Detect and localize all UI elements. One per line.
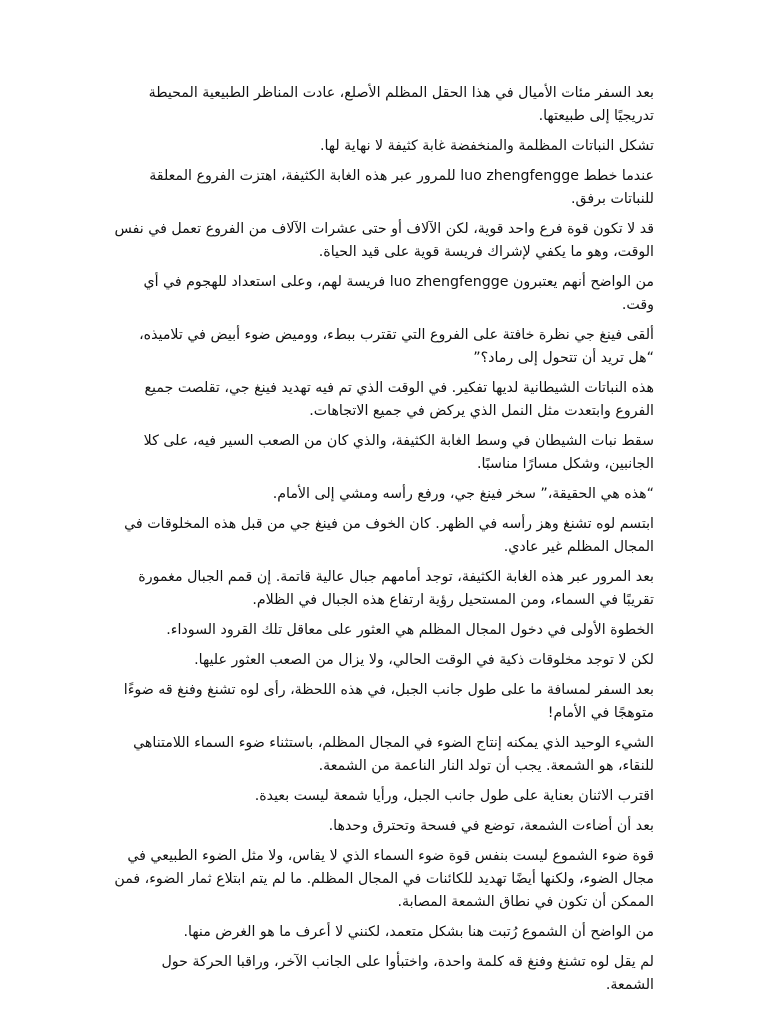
paragraph: بعد أن أضاءت الشمعة، توضع في فسحة وتحترق وحدها. <box>328 818 654 834</box>
paragraph: لم يقل لوه تشنغ وفنغ قه كلمة واحدة، واختبأوا على الجانب الآخر، وراقبا الحركة حول الشمعة. <box>161 954 654 993</box>
paragraph: بعد المرور عبر هذه الغابة الكثيفة، توجد أمامهم جبال عالية قاتمة. إن قمم الجبال مغمورة تقريبًا في السماء، ومن المستحيل رؤية ارتفاع هذه الجبال في الظلام. <box>138 569 654 608</box>
paragraph: الخطوة الأولى في دخول المجال المظلم هي العثور على معاقل تلك القرود السوداء. <box>166 622 654 638</box>
paragraph: ألقى فينغ جي نظرة خافتة على الفروع التي تقترب ببطء، ووميض ضوء أبيض في تلاميذه، “هل تريد أن تتحول إلى رماد؟” <box>139 327 654 366</box>
paragraph: من الواضح أنهم يعتبرون luo zhengfengge فريسة لهم، وعلى استعداد للهجوم في أي وقت. <box>143 274 654 313</box>
paragraph: تشكل النباتات المظلمة والمنخفضة غابة كثيفة لا نهاية لها. <box>319 138 654 154</box>
paragraph: بعد السفر مئات الأميال في هذا الحقل المظلم الأصلع، عادت المناظر الطبيعية المحيطة تدريجيًا إلى طبيعتها. <box>148 85 654 124</box>
paragraph: قوة ضوء الشموع ليست بنفس قوة ضوء السماء الذي لا يقاس، ولا مثل الضوء الطبيعي في مجال الضوء، ولكنها أيضًا تهديد للكائنات في المجال المظلم. ما لم يتم ابتلاع ثمار الضوء، فمن الممكن أن تكون في نطاق الشمعة المصابة. <box>114 848 654 910</box>
paragraph: عندما خطط luo zhengfengge للمرور عبر هذه الغابة الكثيفة، اهتزت الفروع المعلقة للنباتات برفق. <box>149 168 654 207</box>
paragraph: قد لا تكون قوة فرع واحد قوية، لكن الآلاف أو حتى عشرات الآلاف من الفروع تعمل في نفس الوقت، وهو ما يكفي لإشراك فريسة قوية على قيد الحياة. <box>114 221 654 260</box>
document-body <box>110 82 654 1004</box>
paragraph: من الواضح أن الشموع رُتبت هنا بشكل متعمد، لكنني لا أعرف ما هو الغرض منها. <box>183 924 654 940</box>
paragraph: الشيء الوحيد الذي يمكنه إنتاج الضوء في المجال المظلم، باستثناء ضوء السماء اللامتناهي للنقاء، هو الشمعة. يجب أن تولد النار الناعمة من الشمعة. <box>133 735 654 774</box>
paragraph: هذه النباتات الشيطانية لديها تفكير. في الوقت الذي تم فيه تهديد فينغ جي، تقلصت جميع الفروع وابتعدت مثل النمل الذي يركض في جميع الاتجاهات. <box>144 380 654 419</box>
paragraph: ابتسم لوه تشنغ وهز رأسه في الظهر. كان الخوف من فينغ جي من قبل هذه المخلوقات في المجال المظلم غير عادي. <box>124 516 654 555</box>
paragraph: سقط نبات الشيطان في وسط الغابة الكثيفة، والذي كان من الصعب السير فيه، على كلا الجانبين، وشكل مسارًا مناسبًا. <box>143 433 654 472</box>
paragraph: بعد السفر لمسافة ما على طول جانب الجبل، في هذه اللحظة، رأى لوه تشنغ وفنغ قه ضوءًا متوهجًا في الأمام! <box>123 682 654 721</box>
paragraph: اقترب الاثنان بعناية على طول جانب الجبل، ورأيا شمعة ليست بعيدة. <box>254 788 654 804</box>
paragraph: لكن لا توجد مخلوقات ذكية في الوقت الحالي، ولا يزال من الصعب العثور عليها. <box>194 652 654 668</box>
paragraph: “هذه هي الحقيقة،” سخر فينغ جي، ورفع رأسه ومشي إلى الأمام. <box>272 486 654 502</box>
